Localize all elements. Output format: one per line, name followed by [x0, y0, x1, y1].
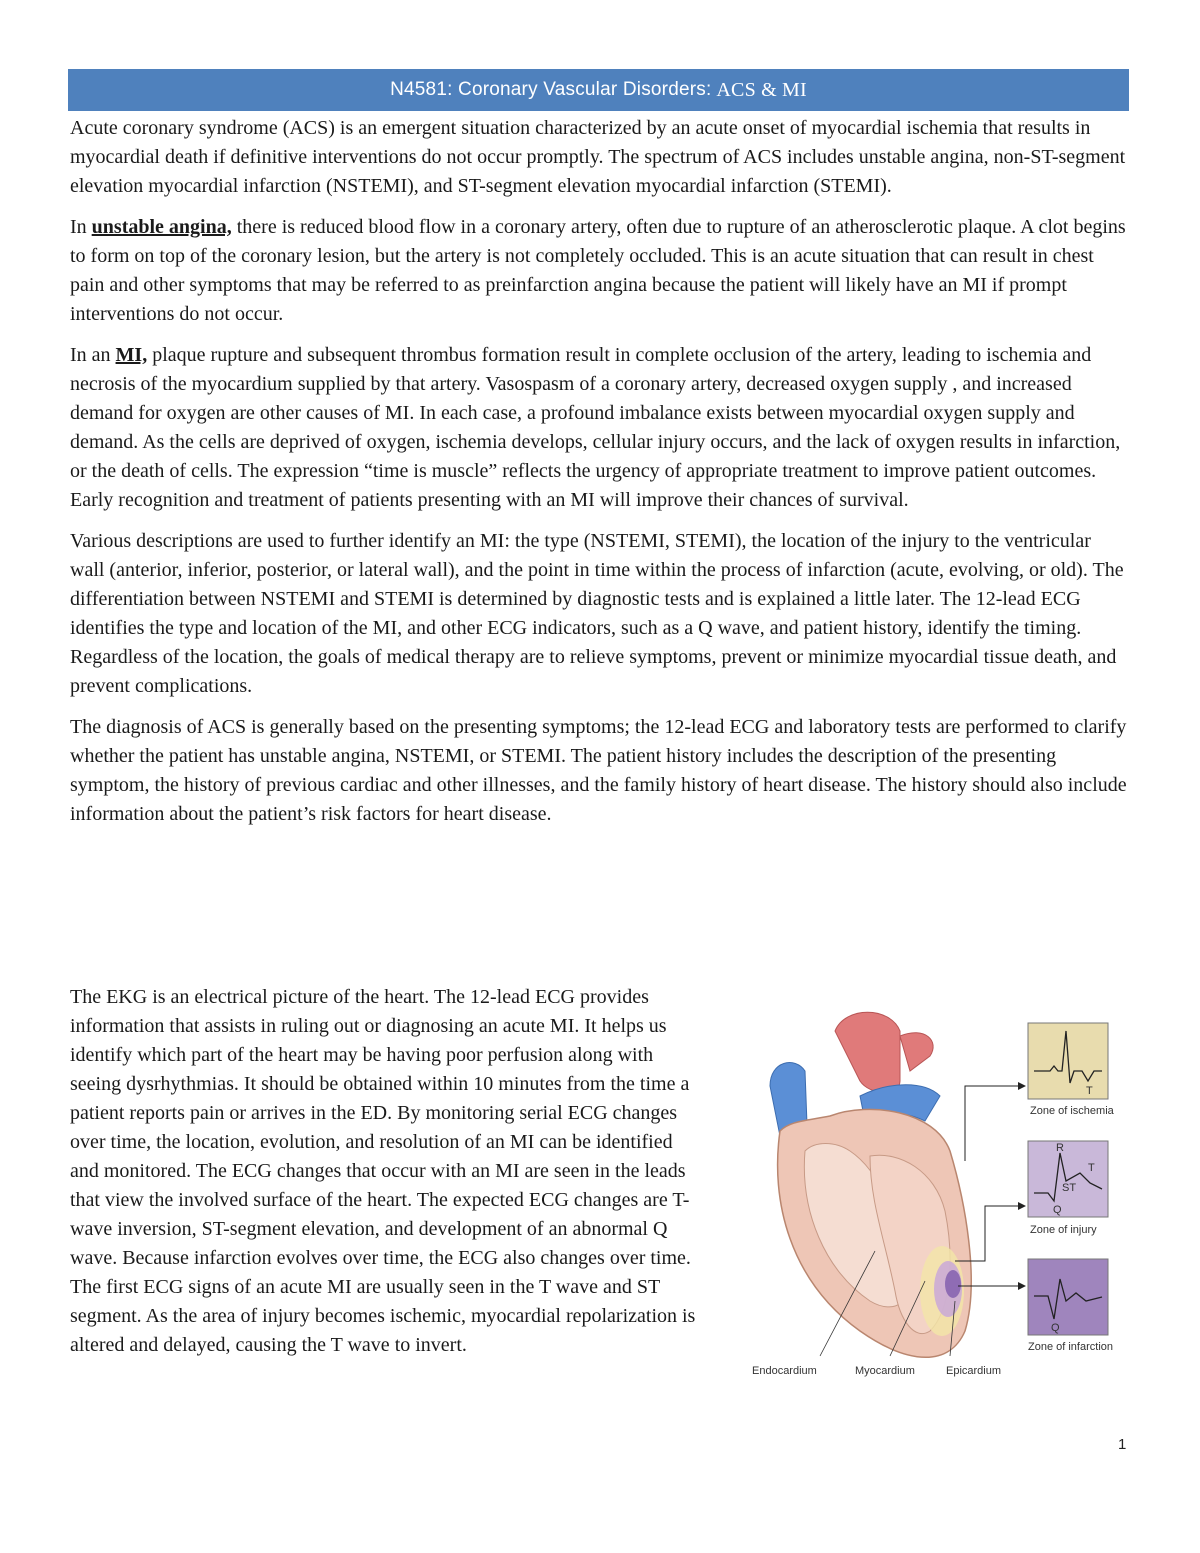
paragraph-text: In an [70, 344, 116, 366]
paragraph-unstable-angina [70, 213, 1130, 329]
paragraph-diagnosis: The diagnosis of ACS is generally based on the presenting symptoms; the 12-lead ECG and laboratory tests are performed to clarify whether the patient has unstable angina, NSTEMI, or STEMI. The patient history includes the description of the presenting symptom, the history of previous cardiac and other illnesses, and the family history of heart disease. The history should also include information about the patient’s risk factors for heart disease. [70, 716, 1127, 825]
heart-ecg-zones-figure [750, 1001, 1130, 1381]
zone-of-injury-label: Zone of injury [1030, 1224, 1097, 1236]
course-title: N4581: Coronary Vascular Disorders [390, 79, 706, 100]
ekg-text-column [70, 983, 702, 1360]
endocardium-label: Endocardium [752, 1365, 817, 1377]
page-number: 1 [1118, 1436, 1127, 1453]
keyword-unstable-angina: unstable angina, [91, 216, 232, 238]
wave-label-t: T [1086, 1085, 1093, 1097]
paragraph-mi-descriptions: Various descriptions are used to further identify an MI: the type (NSTEMI, STEMI), the location of the injury to the ventricular wall (anterior, inferior, posterior, or lateral wall), and the point in time within the process of infarction (acute, evolving, or old). The differentiation between NSTEMI and STEMI is determined by diagnostic tests and is explained a little later. The 12-lead ECG identifies the type and location of the MI, and other ECG indicators, such as a Q wave, and patient history, identify the timing. Regardless of the location, the goals of medical therapy are to relieve symptoms, prevent or minimize myocardial tissue death, and prevent complications. [70, 530, 1124, 697]
wave-label-st: ST [1062, 1182, 1077, 1194]
wave-label-t-injury: T [1088, 1162, 1095, 1174]
paragraph-acs: Acute coronary syndrome (ACS) is an emergent situation characterized by an acute onset of myocardial ischemia that results in myocardial death if definitive interventions do not occur promptly. The spectrum of ACS includes unstable angina, non-ST-segment elevation myocardial infarction (NSTEMI), and ST-segment elevation myocardial infarction (STEMI). [70, 117, 1126, 197]
paragraph-ekg: The EKG is an electrical picture of the heart. The 12-lead ECG provides information that assists in ruling out or diagnosing an acute MI. It helps us identify which part of the heart may be having poor perfusion along with seeing dysrhythmias. It should be obtained within 10 minutes from the time a patient reports pain or arrives in the ED. By monitoring serial ECG changes over time, the location, evolution, and resolution of an MI can be identified and monitored. The ECG changes that occur with an MI are seen in the leads that view the involved surface of the heart. The expected ECG changes are T-wave inversion, ST-segment elevation, and development of an abnormal Q wave. Because infarction evolves over time, the ECG also changes over time. The first ECG signs of an acute MI are usually seen in the T wave and ST segment. As the area of injury becomes ischemic, myocardial repolarization is altered and delayed, causing the T wave to invert. [70, 986, 696, 1356]
wave-label-q-infarction: Q [1051, 1322, 1060, 1334]
aorta-branch-shape [900, 1033, 933, 1071]
arrow-ischemia [1018, 1082, 1026, 1090]
infarction-ecg-box [1028, 1259, 1108, 1335]
injury-ecg-box [1028, 1141, 1108, 1217]
leader-line-ischemia [965, 1086, 1018, 1161]
wave-label-q-injury: Q [1053, 1204, 1062, 1216]
document-header-bar [68, 69, 1129, 111]
topic-title: ACS & MI [716, 78, 807, 101]
paragraph-mi [70, 341, 1130, 515]
infarction-zone-shape [945, 1270, 961, 1298]
arrow-injury [1018, 1202, 1026, 1210]
paragraph-text: plaque rupture and subsequent thrombus formation result in complete occlusion of the artery, leading to ischemia and necrosis of the myocardium supplied by that artery. Vasospasm of a coronary artery, decreased oxygen supply , and increased demand for oxygen are other causes of MI. In each case, a profound imbalance exists between myocardial oxygen supply and demand. As the cells are deprived of oxygen, ischemia develops, cellular injury occurs, and the lack of oxygen results in infarction, or the death of cells. The expression “time is muscle” reflects the urgency of appropriate treatment to improve patient outcomes. Early recognition and treatment of patients presenting with an MI will improve their chances of survival. [70, 344, 1121, 511]
keyword-mi: MI, [115, 344, 148, 366]
myocardium-label: Myocardium [855, 1365, 915, 1377]
ekg-section [70, 983, 1130, 1423]
zone-of-infarction-label: Zone of infarction [1028, 1341, 1113, 1353]
paragraph-text: In [70, 216, 92, 238]
epicardium-label: Epicardium [946, 1365, 1002, 1377]
heart-diagram-image [750, 1001, 1130, 1381]
title-separator: : [705, 79, 712, 100]
paragraph-text: there is reduced blood flow in a coronary artery, often due to rupture of an atherosclerotic plaque. A clot begins to form on top of the coronary lesion, but the artery is not completely occluded. This is an acute situation that can result in chest pain and other symptoms that may be referred to as preinfarction angina because the patient will likely have an MI if prompt interventions do not occur. [70, 216, 1126, 325]
wave-label-r: R [1056, 1142, 1064, 1154]
aorta-arch-shape [835, 1012, 900, 1092]
document-body [70, 114, 1130, 841]
zone-of-ischemia-label: Zone of ischemia [1030, 1105, 1114, 1117]
arrow-infarction [1018, 1282, 1026, 1290]
